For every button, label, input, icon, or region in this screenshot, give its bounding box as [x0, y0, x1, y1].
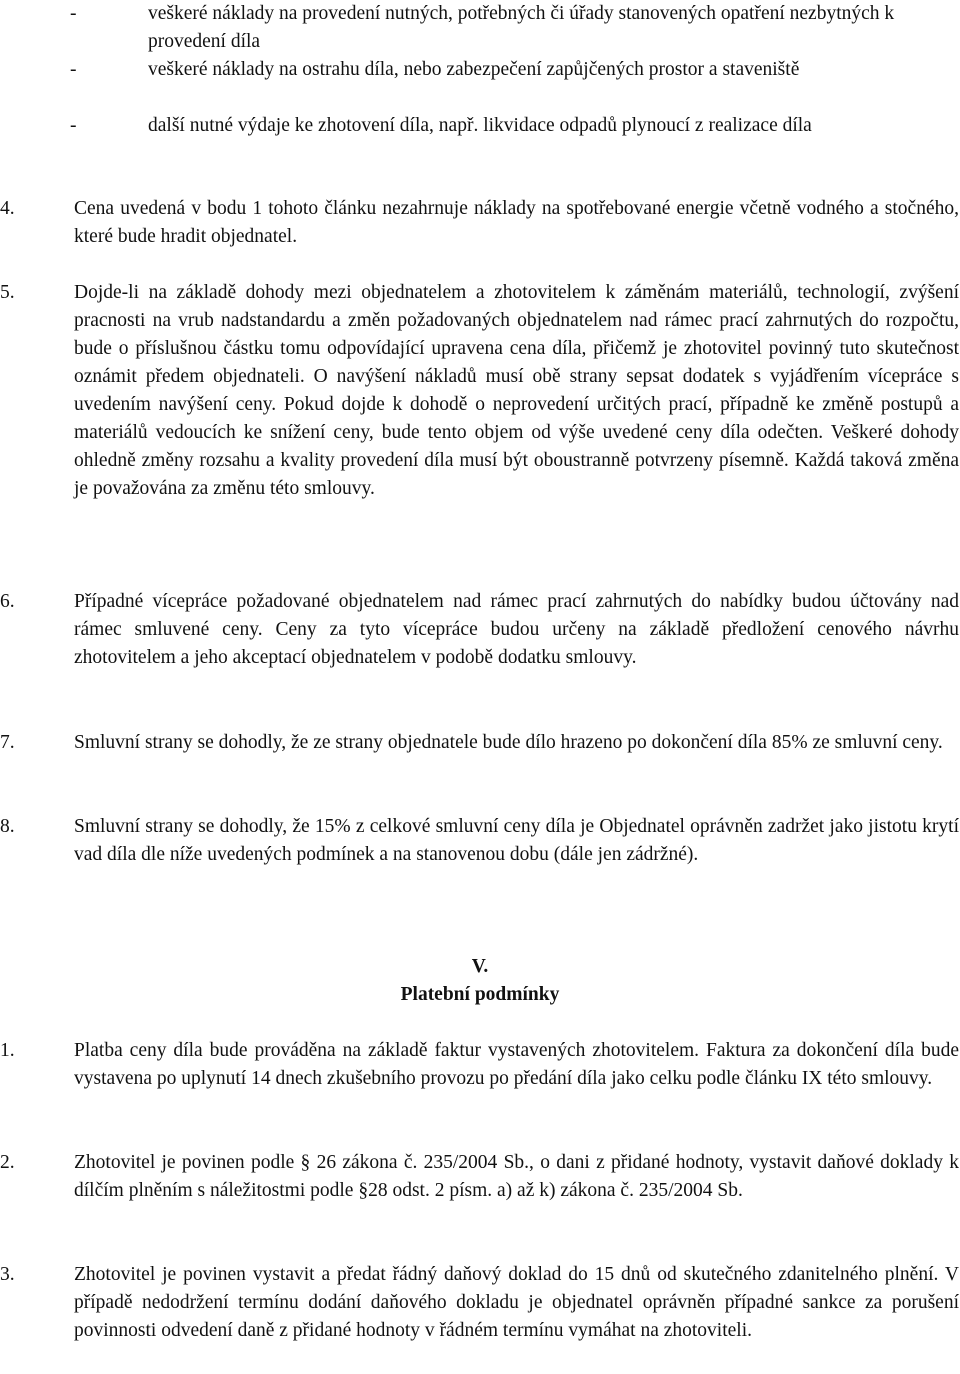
list-dash: -: [70, 59, 77, 80]
clause-text: Zhotovitel je povinen podle § 26 zákona č. 235/2004 Sb., o dani z přidané hodnoty, vystavit daňové doklady k dílčím plněním s náležitostmi podle §28 odst. 2 písm. a) až k) zákona č. 235/2004 Sb.: [74, 1152, 959, 1201]
clause-text: Smluvní strany se dohodly, že 15% z celkové smluvní ceny díla je Objednatel oprávněn zadržet jako jistotu krytí vad díla dle níže uvedených podmínek a na stanovenou dobu (dále jen zádržné).: [74, 816, 959, 865]
clause-number: 3.: [0, 1264, 15, 1285]
clause-number: 6.: [0, 591, 15, 612]
clause-4: [0, 195, 960, 251]
list-item-text: další nutné výdaje ke zhotovení díla, např. likvidace odpadů plynoucí z realizace díla: [148, 115, 812, 136]
list-item: [0, 56, 940, 84]
clause-5: [0, 279, 960, 503]
list-item-text: veškeré náklady na ostrahu díla, nebo zabezpečení zapůjčených prostor a staveniště: [148, 59, 800, 80]
clause-number: 5.: [0, 282, 15, 303]
list-item-text: veškeré náklady na provedení nutných, potřebných či úřady stanovených opatření nezbytných k provedení díla: [148, 3, 895, 52]
clause-text: Cena uvedená v bodu 1 tohoto článku nezahrnuje náklady na spotřebované energie včetně vodného a stočného, které bude hradit objednatel.: [74, 198, 959, 247]
clause-number: 2.: [0, 1152, 15, 1173]
list-dash: -: [70, 115, 77, 136]
clause-text: Smluvní strany se dohodly, že ze strany objednatele bude dílo hrazeno po dokončení díla 85% ze smluvní ceny.: [74, 732, 943, 753]
clause-text: Zhotovitel je povinen vystavit a předat řádný daňový doklad do 15 dnů od skutečného zdanitelného plnění. V případě nedodržení termínu dodání daňového dokladu je objednatel oprávněn případné sankce za porušení povinnosti odvedení daně z přidané hodnoty v řádném termínu vymáhat na zhotoviteli.: [74, 1264, 959, 1341]
clause-number: 8.: [0, 816, 15, 837]
payment-clause-2: [0, 1149, 960, 1205]
section-number: V.: [471, 956, 489, 977]
clause-number: 7.: [0, 732, 15, 753]
list-item: [0, 0, 940, 56]
list-item: [0, 112, 940, 140]
payment-clause-1: [0, 1037, 960, 1093]
section-title: Platební podmínky: [400, 984, 560, 1005]
clause-6: [0, 588, 960, 672]
clause-number: 4.: [0, 198, 15, 219]
clause-text: Platba ceny díla bude prováděna na základě faktur vystavených zhotovitelem. Faktura za dokončení díla bude vystavena po uplynutí 14 dnech zkušebního provozu po předání díla jako celku podle článku IX této smlouvy.: [74, 1040, 959, 1089]
clause-8: [0, 813, 960, 869]
list-dash: -: [70, 3, 77, 24]
clause-text: Dojde-li na základě dohody mezi objednatelem a zhotovitelem k záměnám materiálů, technologií, zvýšení pracnosti na vrub nadstandardu a změn požadovaných objednatelem nad rámec prací zahrnutých do rozpočtu, bude o příslušnou částku tomu odpovídající upravena cena díla, přičemž je zhotovitel povinný tuto skutečnost oznámit předem objednateli. O navýšení nákladů musí obě strany sepsat dodatek s vyjádřením vícepráce s uvedením navýšení ceny. Pokud dojde k dohodě o neprovedení určitých prací, případně ke změně postupů a materiálů vedoucích ke snížení ceny, bude tento objem od výše uvedené ceny díla odečten. Veškeré dohody ohledně změny rozsahu a kvality provedení díla musí být oboustranně potvrzeny písemně. Každá taková změna je považována za změnu této smlouvy.: [74, 282, 959, 499]
clause-number: 1.: [0, 1040, 15, 1061]
clause-text: Případné vícepráce požadované objednatelem nad rámec prací zahrnutých do nabídky budou účtovány nad rámec smluvené ceny. Ceny za tyto vícepráce budou určeny na základě předložení cenového návrhu zhotovitelem a jeho akceptací objednatelem v podobě dodatku smlouvy.: [74, 591, 959, 668]
payment-clause-3: [0, 1261, 960, 1345]
clause-7: [0, 729, 960, 757]
